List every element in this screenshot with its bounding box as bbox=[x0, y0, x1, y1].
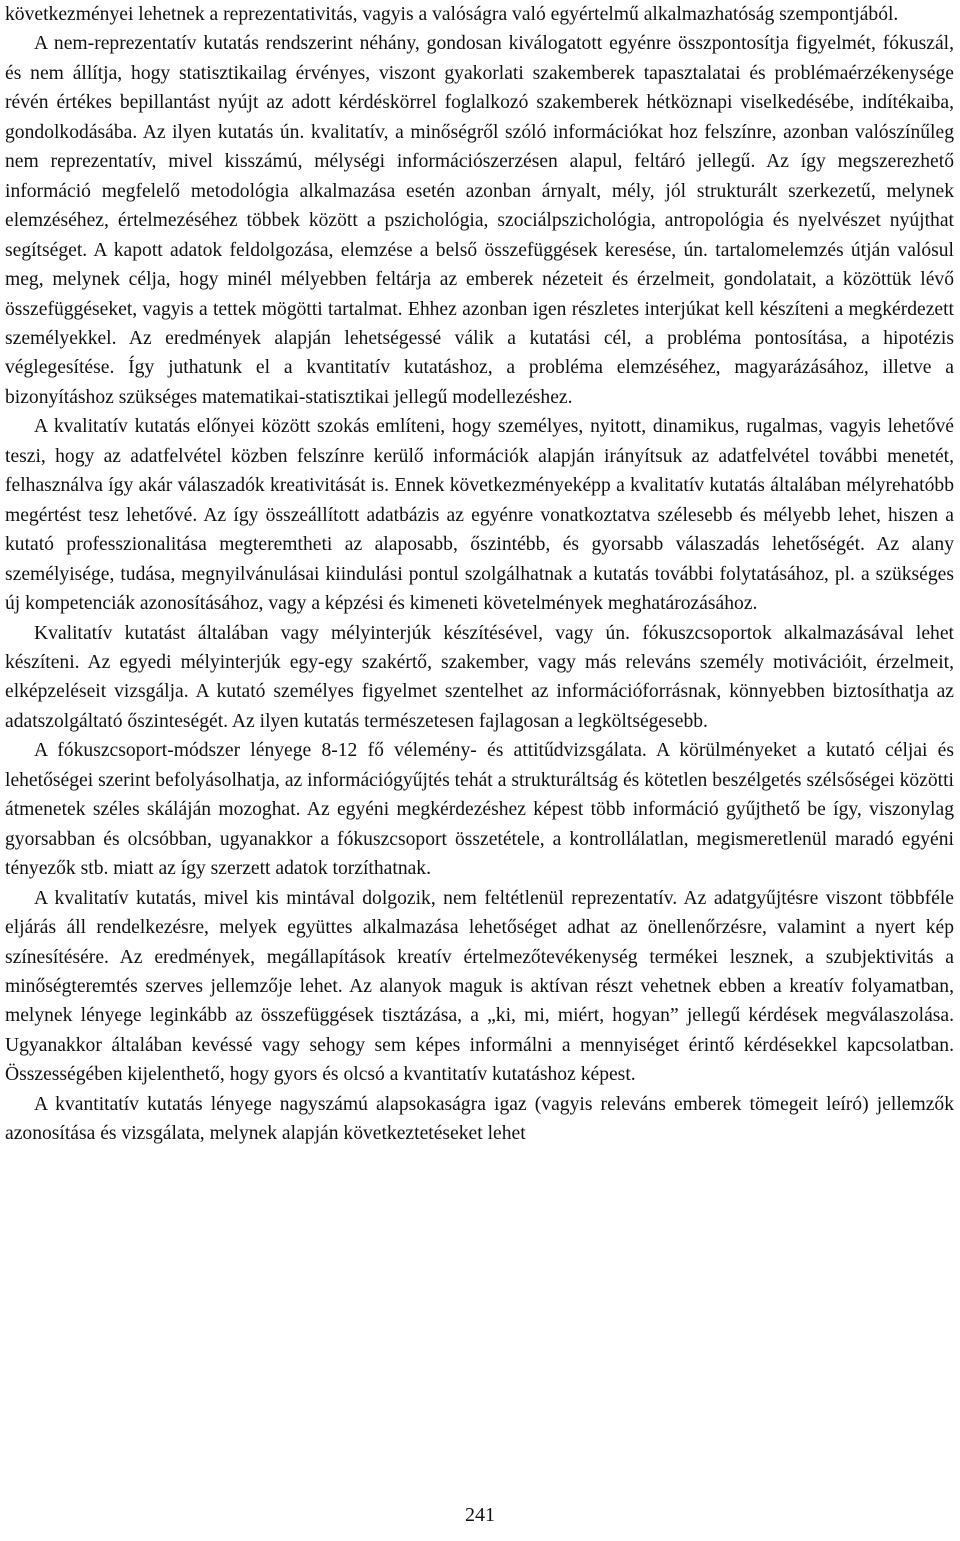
paragraph-6: A kvalitatív kutatás, mivel kis mintával dolgozik, nem feltétlenül reprezentatív. Az adatgyűjtésre viszont többféle eljárás áll rendelkezésre, melyek együttes alkalmazása lehetőséget adhat az önellenőrzésre, valamint a nyert kép színesítésére. Az eredmények, megállapítások kreatív értelmezőtevékenység termékei lesznek, a szubjektivitás a minőségteremtés szerves jellemzője lehet. Az alanyok maguk is aktívan részt vehetnek ebben a kreatív folyamatban, melynek lényege leginkább az összefüggések tisztázása, a „ki, mi, miért, hogyan” jellegű kérdések megválaszolása. Ugyanakkor általában kevéssé vagy sehogy sem képes informálni a mennyiséget érintő kérdésekkel kapcsolatban. Összességében kijelenthető, hogy gyors és olcsó a kvantitatív kutatáshoz képest. bbox=[5, 887, 954, 1086]
paragraph-3: A kvalitatív kutatás előnyei között szokás említeni, hogy személyes, nyitott, dinamikus, rugalmas, vagyis lehetővé teszi, hogy az adatfelvétel közben felszínre kerülő információk alapján irányítsuk az adatfelvétel további menetét, felhasználva így akár válaszadók kreativitását is. Ennek következményeképp a kvalitatív kutatás általában mélyrehatóbb megértést tesz lehetővé. Az így összeállított adatbázis az egyénre vonatkoztatva szélesebb és mélyebb lehet, hiszen a kutató professzionalitása megteremtheti az alaposabb, őszintébb, és gyorsabb válaszadás lehetőségét. Az alany személyisége, tudása, megnyilvánulásai kiindulási pontul szolgálhatnak a kutatás további folytatásához, pl. a szükséges új kompetenciák azonosításához, vagy a képzési és kimeneti követelmények meghatározásához. bbox=[5, 416, 954, 615]
paragraph-4: Kvalitatív kutatást általában vagy mélyinterjúk készítésével, vagy ún. fókuszcsoportok alkalmazásával lehet készíteni. Az egyedi mélyinterjúk egy-egy szakértő, szakember, vagy más releváns személy motivációit, érzelmeit, elképzeléseit vizsgálja. A kutató személyes figyelmet szentelhet az információforrásnak, könnyebben biztosíthatja az adatszolgáltató őszinteségét. Az ilyen kutatás természetesen fajlagosan a legköltségesebb. bbox=[5, 622, 954, 732]
paragraph-5: A fókuszcsoport-módszer lényege 8-12 fő vélemény- és attitűdvizsgálata. A körülményeket a kutató céljai és lehetőségei szerint befolyásolhatja, az információgyűjtés tehát a strukturáltság és kötetlen beszélgetés szélsőségei közötti átmenetek széles skáláján mozoghat. Az egyéni megkérdezéshez képest több információ gyűjthető be így, viszonylag gyorsabban és olcsóbban, ugyanakkor a fókuszcsoport összetétele, a kontrollálatlan, megismeretlenül maradó egyéni tényezők stb. miatt az így szerzett adatok torzíthatnak. bbox=[5, 740, 954, 880]
paragraph-7: A kvantitatív kutatás lényege nagyszámú alapsokaságra igaz (vagyis releváns emberek tömegeit leíró) jellemzők azonosítása és vizsgálata, melynek alapján következtetéseket lehet bbox=[5, 1093, 954, 1145]
paragraph-2: A nem-reprezentatív kutatás rendszerint néhány, gondosan kiválogatott egyénre összpontosítja figyelmét, fókuszál, és nem állítja, hogy statisztikailag érvényes, viszont gyakorlati szakemberek tapasztalatai és problémaérzékenysége révén értékes bepillantást nyújt az adott kérdéskörrel foglalkozó szakemberek hétköznapi viselkedésébe, indítékaiba, gondolkodásába. Az ilyen kutatás ún. kvalitatív, a minőségről szóló információkat hoz felszínre, azonban valószínűleg nem reprezentatív, mivel kisszámú, mélységi információszerzésen alapul, feltáró jellegű. Az így megszerezhető információ megfelelő metodológia alkalmazása esetén azonban árnyalt, mély, jól strukturált szerkezetű, melynek elemzéséhez, értelmezéséhez többek között a pszichológia, szociálpszichológia, antropológia és nyelvészet nyújthat segítséget. A kapott adatok feldolgozása, elemzése a belső összefüggések keresése, ún. tartalomelemzés útján valósul meg, melynek célja, hogy minél mélyebben feltárja az emberek nézeteit és érzelmeit, gondolatait, a közöttük lévő összefüggéseket, vagyis a tettek mögötti tartalmat. Ehhez azonban igen részletes interjúkat kell készíteni a megkérdezett személyekkel. Az eredmények alapján lehetségessé válik a kutatási cél, a probléma pontosítása, a hipotézis véglegesítése. Így juthatunk el a kvantitatív kutatáshoz, a probléma elemzéséhez, magyarázásához, illetve a bizonyításhoz szükséges matematikai-statisztikai jellegű modellezéshez. bbox=[5, 33, 954, 408]
page-number: 241 bbox=[465, 1504, 495, 1526]
document-page bbox=[5, 0, 954, 1149]
paragraph-1: következményei lehetnek a reprezentativitás, vagyis a valóságra való egyértelmű alkalmazhatóság szempontjából. bbox=[5, 4, 899, 25]
